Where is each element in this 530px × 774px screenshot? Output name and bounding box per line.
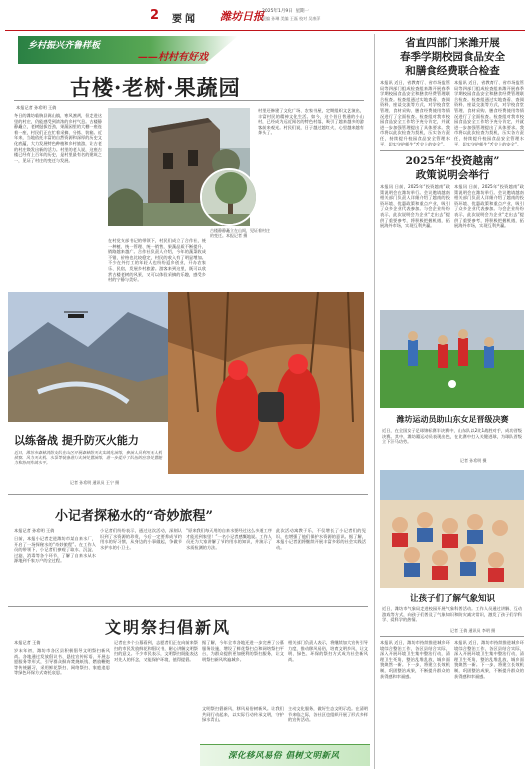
news1-headline: 省直四部门来潍开展 春季学期校园食品安全 和膳食经费联合检查 [400,37,505,77]
section-name: 要闻 [172,14,198,25]
wenming-col-3: 据了解，今年全市各地还进一步完善了公墓服务设施，增设了鲜花祭扫点和网络祭扫平台，为群众提供更加便利的祭扫服务，让文明祭扫新风吹遍城乡。 [202,640,284,662]
news2-body-b: 本报讯 日前，2025年“投资越南”政策说明会在潍坊举行。会议邀请越南相关部门负责人详细介绍了越南的投资环境、优惠政策和重点产业，吸引了众多企业代表参加。与会企业纷纷表示，此次说明会为企业“走出去”提供了重要参考，将积极把握机遇，拓展海外市场，实现互利共赢。 [454,184,524,229]
section-rule-2 [8,606,368,607]
water-headline: 小记者探秘水的“奇妙旅程” [55,509,213,524]
column-divider [374,34,375,769]
news2-headline: 2025年“投资越南” 政策说明会举行 [405,155,500,181]
wenming-col-1: 岁末年初，潍坊市各区县积极倡导文明祭扫新风尚。各地通过发放倡议书、悬挂宣传标语、开展志愿服务等形式，引导群众摒弃焚烧纸钱、燃放鞭炮等传统陋习，采用鲜花祭扫、网络祭扫、家庭追思等绿色环保方式寄托哀思。 [14,648,110,676]
wenming-col-5: 文明祭扫倡新风，移风易俗树新风。让我们共同行动起来，以实际行动传承文明，守护绿水青山。 [202,706,284,723]
right-rule-1 [380,150,524,151]
section-rule-1 [8,494,368,495]
page-number: 2 [150,8,160,23]
bottom-banner-text: 深化移风易俗 倡树文明新风 [228,751,340,761]
soccer-illustration [380,310,524,408]
wenming-byline: 本报记者 王倩 [14,640,41,645]
kids-weather-photo [380,470,524,588]
news1-body-a: 本报讯 近日，省教育厅、省市场监管局等四部门组成检查组来潍开展春季学期校园食品安全和膳食经费管理联合检查。检查组通过实地查看、查阅资料、座谈交流等方式，对学校食堂管理、食材采购、膳食经费使用等情况进行了全面检查。检查组对我市校园食品安全工作给予充分肯定，并就进一步加强管理提出了具体要求。我市将以此次检查为契机，压实各方责任，持续提升校园食品安全管理水平，切实守护师生“舌尖上的安全”。 [380,80,450,146]
wenming-col-2: 记者在多个公墓看到，志愿者们正在向前来祭扫的市民发放鲜花和倡议书，耐心讲解文明祭扫的意义。不少市民表示，文明祭扫既能表达对先人的怀念，又能保护环境，值得提倡。 [114,640,198,662]
banner-line1: 乡村振兴齐鲁样板 [28,41,101,51]
wenming-col-6: 主动文化服务，做好生态文明示范。在清明节来临之际，各社区也组织开展了形式多样的宣传活动。 [288,706,368,723]
kids-illustration [380,470,524,588]
feature-photo-caption: 古楼静静矗立在山间，见证着村庄的变迁。本报记者 摄 [210,228,270,239]
wenming-col-4: 相关部门负责人表示，将继续加大宣传引导力度，推动移风易俗，培育文明乡风，让文明、绿色、环保的祭扫方式成为社会新风尚。 [288,640,368,662]
firefighters-photo [168,292,364,474]
soccer-photo [380,310,524,408]
bottom-news-b: 本报讯 近日，潍坊市持续推进城乡环境综合整治工作，各区县结合实际，深入开展环境卫生集中整治行动，清理卫生死角，整治乱堆乱放，城乡面貌焕然一新。下一步，将建立长效机制，巩固整治成果，不断提升群众的获得感和幸福感。 [454,640,524,679]
news2-body-a: 本报讯 日前，2025年“投资越南”政策说明会在潍坊举行。会议邀请越南相关部门负责人详细介绍了越南的投资环境、优惠政策和重点产业，吸引了众多企业代表参加。与会企业纷纷表示，此次说明会为企业“走出去”提供了重要参考，将积极把握机遇，拓展海外市场，实现互利共赢。 [380,184,450,229]
right-rule-2 [380,636,524,637]
fire-caption: 近日，潍坊市森林消防支队在山区开展森林防灭火实战化演练，参演人员利用无人机侦察、风力灭火机、水泵等装备进行火情处置演练，进一步提升了队伍的应急处置能力和协同作战水平。 [14,450,162,466]
sport-headline: 潍坊运动员助山东女足晋级决赛 [396,414,509,424]
editor-meta: 责编 孙琳 美编 王磊 校对 吴康萍 [262,16,321,21]
issue-date: 2025年1月9日 星期一 [262,9,310,14]
feature-headline: 古楼·老树·果蔬园 [70,75,241,100]
kids-body: 近日，潍坊市气象局走进校园开展气象科普活动。工作人员通过讲解、互动游戏等方式，向孩子们普及了气象知识和防灾减灾常识，激发了孩子们学科学、爱科学的热情。 [382,606,522,623]
feature-rule [14,100,364,101]
kids-headline: 让孩子们了解气象知识 [409,594,495,604]
water-col-3: “原来我们每天用的自来水要经过这么多道工序才能送到家里！”一名小记者感慨地说。工作人员还为大家讲解了节约用水的知识，并演示了水质检测的方法。 [186,528,272,550]
kids-credit: 记者 王倩 通讯员 李明 摄 [450,628,496,633]
tree-inset-photo [200,168,258,226]
water-col-4: 此次活动寓教于乐，不仅增长了小记者们的见识，也增强了他们保护水资源的意识。据了解，本报小记者团将继续开展丰富多彩的社会实践活动。 [276,528,366,550]
fire-credit: 记者 孙希明 通讯员 王宁 摄 [70,480,120,485]
feature-byline: 本报记者 孙希明 王倩 [16,105,57,110]
firefighters-illustration [168,292,364,474]
fire-headline: 以练备战 提升防灭火能力 [14,434,139,447]
sport-body: 近日，在全国女子足球锦标赛半决赛中，山东队以2比1战胜对手，成功晋级决赛。其中，潍坊籍运动员表现出色，在比赛中打入关键进球，为球队晋级立下汗马功劳。 [382,428,522,445]
feature-col-3: 村里还修建了文化广场、农家书屋，定期组织文艺演出，丰富村民的精神文化生活。如今，这个昔日普通的小山村，已经成为远近闻名的特色村落，吸引了越来越多的游客前来观光。村民们说，日子越过越红火，心里越来越有奔头了。 [258,108,364,136]
header-rule [5,30,525,31]
wenming-headline: 文明祭扫倡新风 [105,618,232,637]
bottom-banner [200,744,370,766]
sport-credit: 记者 孙希明 摄 [460,458,487,463]
news1-body-b: 本报讯 近日，省教育厅、省市场监管局等四部门组成检查组来潍开展春季学期校园食品安全和膳食经费管理联合检查。检查组通过实地查看、查阅资料、座谈交流等方式，对学校食堂管理、食材采购、膳食经费使用等情况进行了全面检查。检查组对我市校园食品安全工作给予充分肯定，并就进一步加强管理提出了具体要求。我市将以此次检查为契机，压实各方责任，持续提升校园食品安全管理水平，切实守护师生“舌尖上的安全”。 [454,80,524,146]
water-byline: 本报记者 孙希明 王倩 [14,528,55,533]
newspaper-logo: 潍坊日报 [220,10,264,23]
bottom-news-a: 本报讯 近日，潍坊市持续推进城乡环境综合整治工作，各区县结合实际，深入开展环境卫生集中整治行动，清理卫生死角，整治乱堆乱放，城乡面貌焕然一新。下一步，将建立长效机制，巩固整治成果，不断提升群众的获得感和幸福感。 [380,640,450,679]
water-col-1: 日前，本报小记者走进潍坊市某自来水厂，开启了一场探秘水的“奇妙旅程”。在工作人员的带领下，小记者们参观了取水、沉淀、过滤、消毒等各个环节，了解了自来水从水源地到千家万户的全过程。 [14,536,96,564]
banner-line2: ——村村有好戏 [138,52,208,63]
rural-banner [18,36,238,64]
feature-col-2: 在村党支部书记的带领下，村民们成立了合作社，统一种植、统一管理、统一销售，果蔬品质不断提升，销路越来越广。合作社负责人介绍，今年的蔬菜收成不错，价格也比较稳定，村民的收入有了明显增加。不少在外打工的年轻人也纷纷返乡创业，开办农家乐、民宿，发展乡村旅游。游客来到这里，既可以欣赏古楼老树的风景，又可以体验采摘的乐趣，感受乡村的宁静与美好。 [108,238,206,283]
water-col-2: 小记者们纷纷表示，通过这次活动，深刻认识到了水资源的珍贵，今后一定要养成节约用水的好习惯，从身边的小事做起，争做节水护水的小卫士。 [100,528,182,550]
feature-col-1: 冬日的潍坊临朐县嵩山镇，寒风凛冽，但走进这里的村庄，仍能感受到浓浓的乡村气息。古楼静静矗立，老树挺拔苍劲，果蔬园里的大棚一座连着一座，村民们正在忙着采摘、分拣、装箱。近年来，当地依托丰富的自然资源和深厚的历史文化底蕴，大力发展特色种植和乡村旅游，让古老的村庄焕发出新的活力。村里的老人说，这座古楼已经有上百年的历史，是村里最有名的建筑之一，见证了村庄的变迁与发展。 [14,113,102,163]
